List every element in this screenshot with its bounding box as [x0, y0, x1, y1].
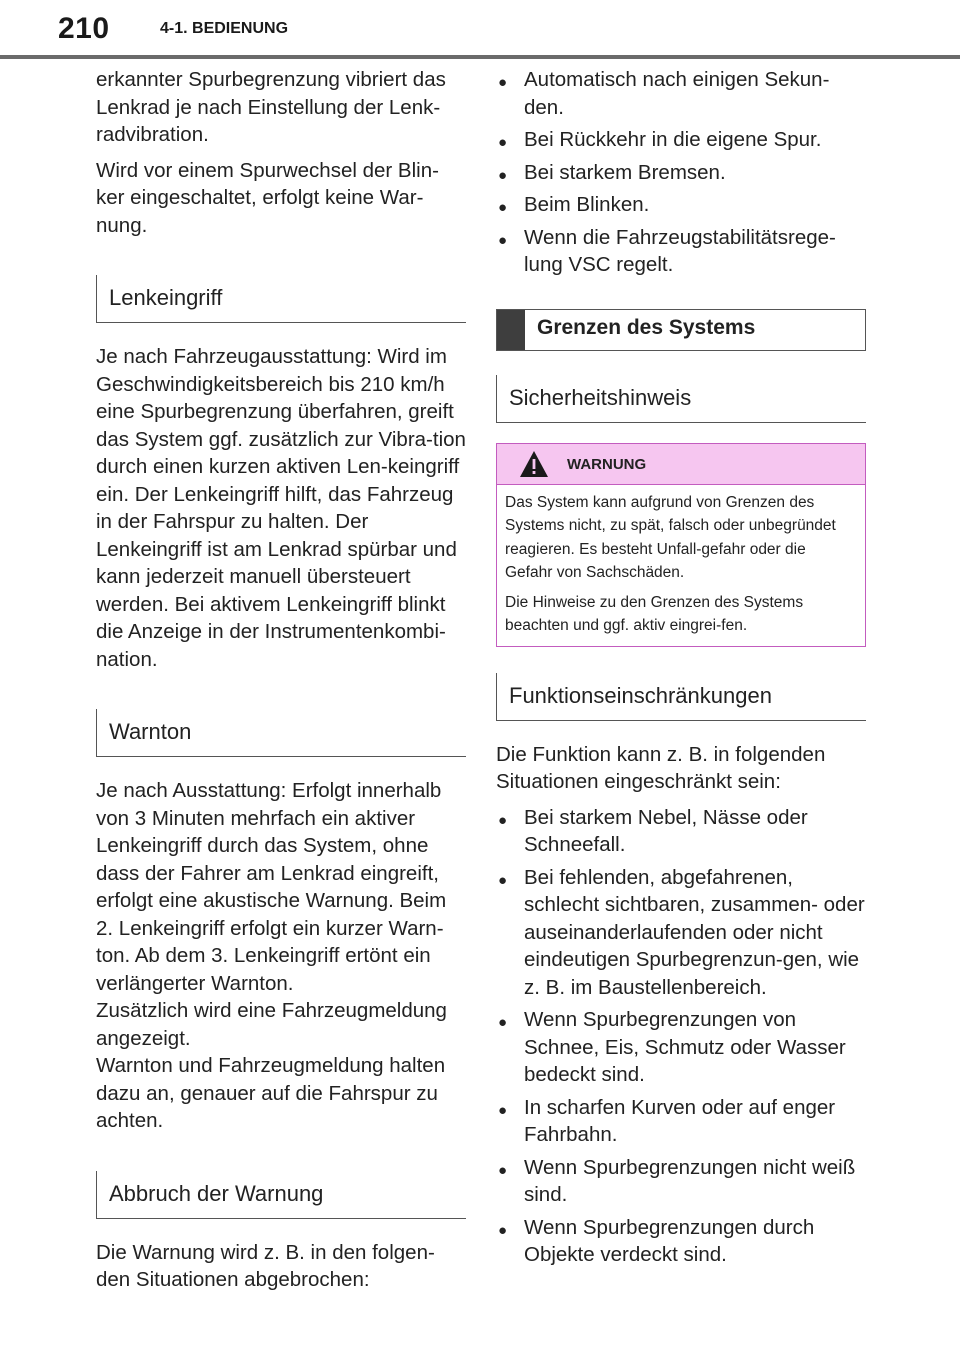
- subheading-abbruch: Abbruch der Warnung: [96, 1171, 466, 1219]
- abbruch-list: [496, 66, 866, 279]
- subheading-funktionseinschraenkungen: Funktionseinschränkungen: [496, 673, 866, 721]
- section-bar: [497, 310, 525, 350]
- bullet-icon: ●: [498, 166, 508, 184]
- bullet-icon: ●: [498, 134, 508, 151]
- bullet-icon: ●: [498, 1014, 508, 1031]
- page-number: 210: [58, 12, 110, 45]
- list-item: ● In scharfen Kurven oder auf enger Fahrbahn.: [498, 1095, 836, 1146]
- warning-body: [497, 485, 865, 646]
- bullet-icon: ●: [498, 199, 508, 216]
- list-item: ● Wenn Spurbegrenzungen von Schnee, Eis, Schmutz oder Wasser bedeckt sind.: [498, 1008, 846, 1086]
- bullet-icon: ●: [498, 231, 508, 249]
- warning-text-2: Die Hinweise zu den Grenzen des Systems beachten und ggf. aktiv eingrei-fen.: [505, 593, 804, 634]
- list-item: ● Automatisch nach einigen Sekun-den.: [498, 68, 830, 119]
- header-rule: [0, 55, 960, 59]
- bullet-icon: ●: [498, 74, 508, 91]
- funktion-list: [496, 804, 866, 1269]
- warnton-text-2: Zusätzlich wird eine Fahrzeugmeldung angezeigt.: [96, 999, 447, 1050]
- list-item: ● Beim Blinken.: [496, 191, 866, 219]
- warning-text: Das System kann aufgrund von Grenzen des Systems nicht, zu spät, falsch oder unbegründet reagieren. Es besteht Unfall-gefahr oder die Gefahr von Sachschäden.: [505, 493, 836, 581]
- right-column: [496, 66, 866, 1274]
- list-item: ● Wenn Spurbegrenzungen nicht weiß sind.: [498, 1155, 856, 1206]
- left-column: [96, 66, 466, 1302]
- funktion-text: Die Funktion kann z. B. in folgenden Situationen eingeschränkt sein:: [496, 742, 826, 793]
- list-item: ● Bei Rückkehr in die eigene Spur.: [496, 126, 866, 154]
- section-heading-grenzen: [496, 309, 866, 351]
- subheading-lenkeingriff: Lenkeingriff: [96, 275, 466, 323]
- subheading-sicherheitshinweis: Sicherheitshinweis: [496, 375, 866, 423]
- warnton-text-3: Warnton und Fahrzeugmeldung halten dazu an, genauer auf die Fahrspur zu achten.: [96, 1054, 446, 1132]
- list-item: ● Bei starkem Nebel, Nässe oder Schneefall.: [498, 805, 808, 856]
- subheading-warnton: Warnton: [96, 709, 466, 757]
- list-item: ● Bei fehlenden, abgefahrenen, schlecht sichtbaren, zusammen- oder auseinanderlaufenden oder nicht eindeutigen Spurbegrenzun-gen, wie z. B. im Baustellenbereich.: [498, 865, 865, 999]
- intro-paragraph: Wird vor einem Spurwechsel der Blin-ker eingeschaltet, erfolgt keine War-nung.: [96, 158, 439, 237]
- list-item: ● Wenn Spurbegrenzungen durch Objekte verdeckt sind.: [498, 1215, 815, 1266]
- page-header: [0, 0, 960, 60]
- bullet-icon: ●: [498, 1161, 508, 1179]
- warning-header: [497, 444, 865, 485]
- bullet-icon: ●: [498, 1221, 508, 1239]
- intro-paragraph: erkannter Spurbegrenzung vibriert das Lenkrad je nach Einstellung der Lenk-radvibration.: [96, 68, 446, 146]
- abbruch-text: Die Warnung wird z. B. in den folgen-den Situationen abgebrochen:: [96, 1240, 435, 1291]
- list-item: ● Bei starkem Bremsen.: [496, 159, 866, 187]
- chapter-title: 4-1. BEDIENUNG: [160, 20, 289, 37]
- bullet-icon: ●: [498, 1101, 508, 1119]
- section-title: Grenzen des Systems: [537, 315, 756, 339]
- list-item: ● Wenn die Fahrzeugstabilitätsrege-lung VSC regelt.: [498, 225, 836, 276]
- warning-label: WARNUNG: [567, 455, 647, 473]
- warnton-text: Je nach Ausstattung: Erfolgt innerhalb von 3 Minuten mehrfach ein aktiver Lenkeingriff durch das System, ohne dass der Fahrer am Lenkrad eingreift, erfolgt eine akustische Warnung. Beim 2. Lenkeingriff erfolgt ein kurzer Warn-ton. Ab dem 3. Lenkeingriff ertönt ein verlängerter Warnton.: [96, 779, 447, 995]
- warning-triangle-icon: [519, 450, 549, 478]
- bullet-icon: ●: [498, 811, 508, 829]
- lenkeingriff-text: Je nach Fahrzeugausstattung: Wird im Geschwindigkeitsbereich bis 210 km/h eine Spurbegrenzung überfahren, greift das System ggf. zusätzlich zur Vibra-tion durch einen kurzen aktiven Len-keingriff ein. Der Lenkeingriff hilft, das Fahrzeug in der Fahrspur zu halten. Der Lenkeingriff ist am Lenkrad spürbar und kann jederzeit manuell übersteuert werden. Bei aktivem Lenkeingriff blinkt die Anzeige in der Instrumentenkombi-nation.: [96, 345, 466, 671]
- warning-box: [496, 443, 866, 647]
- bullet-icon: ●: [498, 871, 508, 889]
